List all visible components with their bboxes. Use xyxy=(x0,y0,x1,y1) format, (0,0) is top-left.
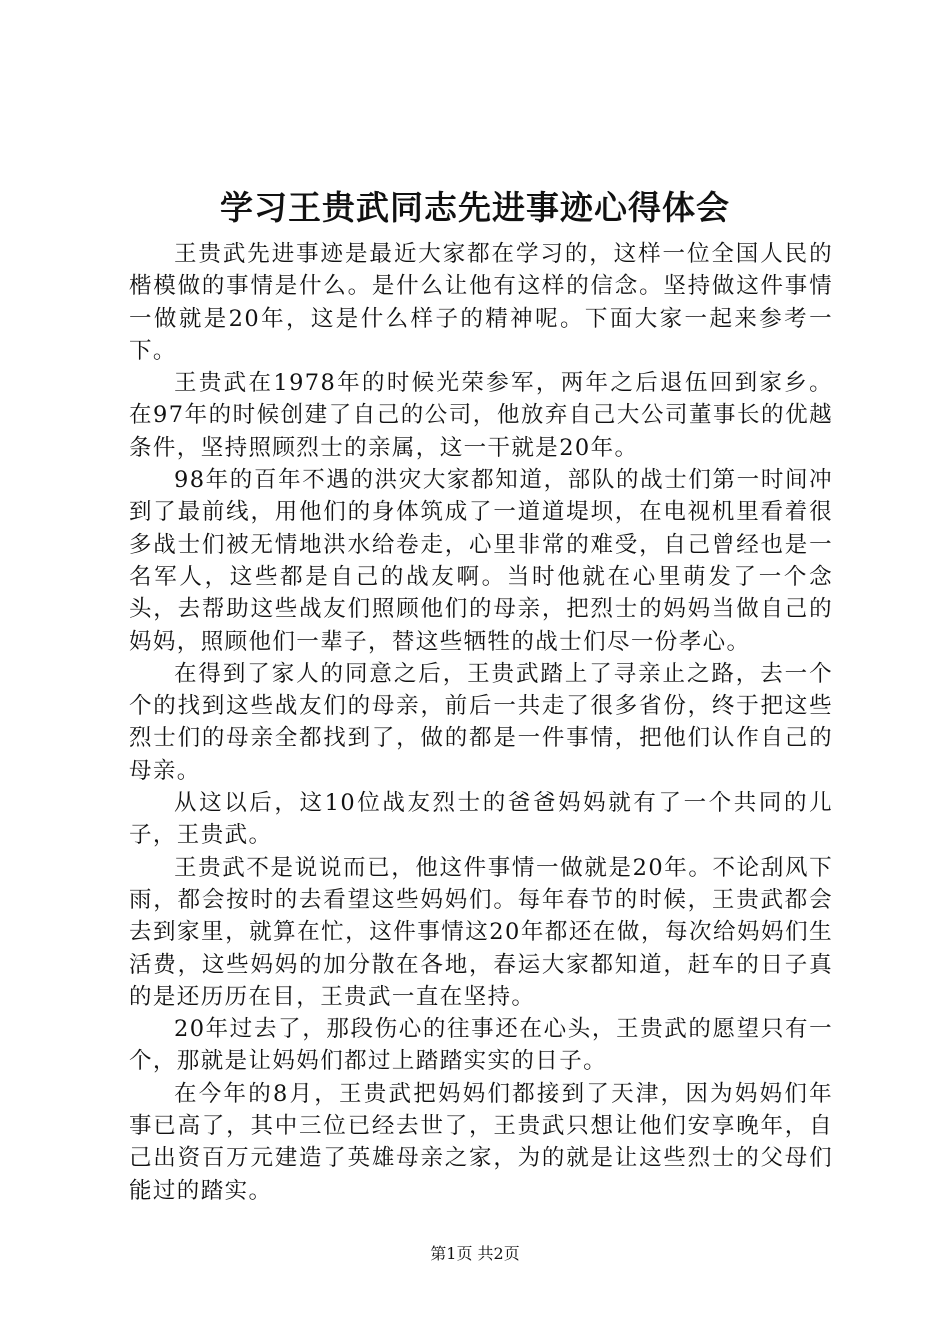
paragraph-4: 在得到了家人的同意之后，王贵武踏上了寻亲止之路，去一个个的找到这些战友们的母亲，前后一共走了很多省份，终于把这些烈士们的母亲全都找到了，做的都是一件事情，把他们认作自己的母亲。 xyxy=(129,660,833,784)
paragraph-6: 王贵武不是说说而已，他这件事情一做就是20年。不论刮风下雨，都会按时的去看望这些妈妈们。每年春节的时候，王贵武都会去到家里，就算在忙，这件事情这20年都还在做，每次给妈妈们生活费，这些妈妈的加分散在各地，春运大家都知道，赶车的日子真的是还历历在目，王贵武一直在坚持。 xyxy=(129,854,833,1010)
paragraph-7: 20年过去了，那段伤心的往事还在心头，王贵武的愿望只有一个，那就是让妈妈们都过上踏踏实实的日子。 xyxy=(129,1016,833,1075)
paragraph-1: 王贵武先进事迹是最近大家都在学习的，这样一位全国人民的楷模做的事情是什么。是什么让他有这样的信念。坚持做这件事情一做就是20年，这是什么样子的精神呢。下面大家一起来参考一下。 xyxy=(129,241,833,364)
paragraph-3: 98年的百年不遇的洪灾大家都知道，部队的战士们第一时间冲到了最前线，用他们的身体筑成了一道道堤坝，在电视机里看着很多战士们被无情地洪水给卷走，心里非常的难受，自己曾经也是一名军人，这些都是自己的战友啊。当时他就在心里萌发了一个念头，去帮助这些战友们照顾他们的母亲，把烈士的妈妈当做自己的妈妈，照顾他们一辈子，替这些牺牲的战士们尽一份孝心。 xyxy=(129,467,833,655)
page-number-footer: 第1页 共2页 xyxy=(430,1244,520,1263)
paragraph-5: 从这以后，这10位战友烈士的爸爸妈妈就有了一个共同的儿子，王贵武。 xyxy=(129,790,833,849)
document-title: 学习王贵武同志先进事迹心得体会 xyxy=(220,188,730,227)
document-body xyxy=(129,238,833,1207)
paragraph-2: 王贵武在1978年的时候光荣参军，两年之后退伍回到家乡。在97年的时候创建了自己的公司，他放弃自己大公司董事长的优越条件，坚持照顾烈士的亲属，这一干就是20年。 xyxy=(129,370,833,461)
paragraph-8: 在今年的8月，王贵武把妈妈们都接到了天津，因为妈妈们年事已高了，其中三位已经去世了，王贵武只想让他们安享晚年，自己出资百万元建造了英雄母亲之家，为的就是让这些烈士的父母们能过的踏实。 xyxy=(129,1080,833,1204)
